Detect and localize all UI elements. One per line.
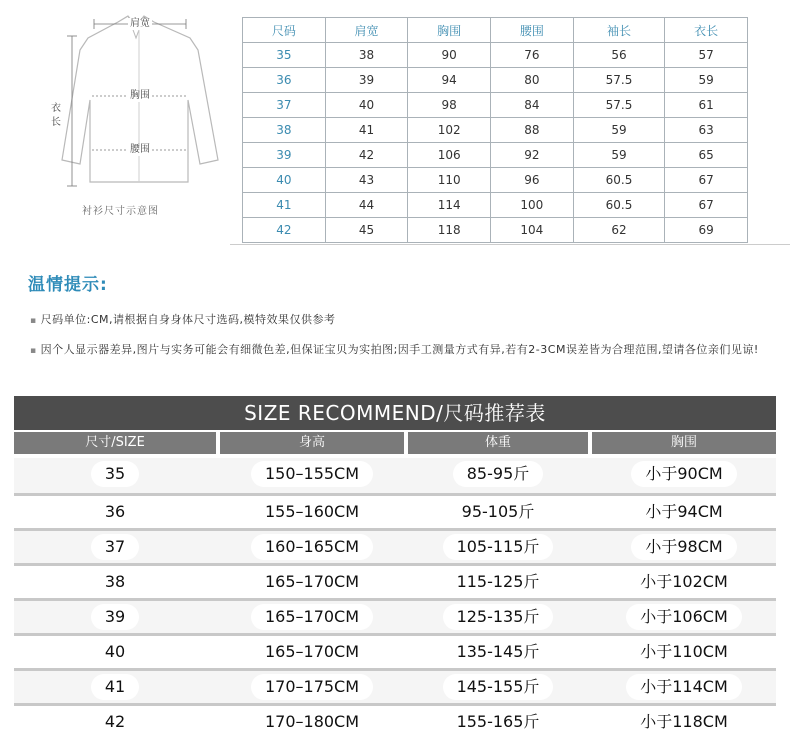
header-cell: 尺码	[243, 18, 326, 43]
table-row	[14, 563, 776, 598]
table-cell	[408, 671, 588, 703]
table-cell	[408, 566, 588, 598]
table-row	[14, 668, 776, 703]
table-cell: 106	[408, 143, 491, 168]
cell-value: 41	[91, 674, 139, 700]
table-cell: 59	[573, 143, 665, 168]
cell-value: 38	[91, 569, 139, 595]
recommend-table-body	[14, 458, 776, 738]
table-cell: 45	[325, 218, 408, 243]
table-cell: 118	[408, 218, 491, 243]
table-cell	[220, 531, 404, 563]
cell-value: 135-145斤	[443, 639, 554, 665]
table-cell	[408, 531, 588, 563]
tip-line-1	[30, 312, 335, 329]
table-cell	[592, 601, 776, 633]
divider	[230, 244, 790, 245]
table-cell	[220, 636, 404, 668]
table-cell: 88	[491, 118, 574, 143]
table-cell: 56	[573, 43, 665, 68]
table-cell: 44	[325, 193, 408, 218]
cell-value: 165–170CM	[251, 604, 373, 630]
header-cell: 胸围	[408, 18, 491, 43]
table-cell	[14, 671, 216, 703]
table-row	[243, 93, 748, 118]
table-cell: 98	[408, 93, 491, 118]
table-cell: 41	[325, 118, 408, 143]
header-cell: 袖长	[573, 18, 665, 43]
table-row	[243, 118, 748, 143]
table-cell: 80	[491, 68, 574, 93]
cell-value: 155–160CM	[251, 499, 373, 525]
cell-value: 170–180CM	[251, 709, 373, 735]
waist-label: 腰围	[130, 144, 150, 155]
table-cell	[592, 496, 776, 528]
table-cell	[14, 531, 216, 563]
recommend-header-cell: 身高	[220, 432, 404, 454]
table-cell: 42	[243, 218, 326, 243]
table-cell: 60.5	[573, 193, 665, 218]
cell-value: 145-155斤	[443, 674, 554, 700]
table-cell	[592, 458, 776, 490]
table-cell	[220, 671, 404, 703]
cell-value: 小于110CM	[626, 639, 742, 665]
table-row	[14, 493, 776, 528]
cell-value: 160–165CM	[251, 534, 373, 560]
cell-value: 小于118CM	[626, 709, 742, 735]
tip-text-2: 因个人显示器差异,图片与实务可能会有细微色差,但保证宝贝为实拍图;因手工测量方式有异,若有2-3CM误差皆为合理范围,望请各位亲们见谅!	[40, 343, 759, 356]
cell-value: 40	[91, 639, 139, 665]
tip-text-1: 尺码单位:CM,请根据自身身体尺寸选码,模特效果仅供参考	[40, 313, 336, 326]
table-cell: 57	[665, 43, 748, 68]
cell-value: 36	[91, 499, 139, 525]
table-cell	[592, 566, 776, 598]
table-cell	[220, 496, 404, 528]
table-cell: 35	[243, 43, 326, 68]
table-cell	[220, 566, 404, 598]
cell-value: 小于98CM	[631, 534, 736, 560]
table-cell: 76	[491, 43, 574, 68]
table-cell	[408, 458, 588, 490]
size-table-header	[243, 18, 748, 43]
table-cell	[592, 706, 776, 738]
table-cell: 94	[408, 68, 491, 93]
table-cell: 43	[325, 168, 408, 193]
cell-value: 170–175CM	[251, 674, 373, 700]
table-row	[243, 143, 748, 168]
recommend-header-cell: 胸围	[592, 432, 776, 454]
table-cell: 96	[491, 168, 574, 193]
table-cell: 61	[665, 93, 748, 118]
table-row	[14, 633, 776, 668]
table-cell	[408, 706, 588, 738]
table-cell	[592, 671, 776, 703]
table-cell: 39	[325, 68, 408, 93]
cell-value: 95-105斤	[448, 499, 549, 525]
table-cell: 63	[665, 118, 748, 143]
table-cell	[14, 496, 216, 528]
table-row	[14, 458, 776, 493]
table-cell: 59	[665, 68, 748, 93]
table-cell	[408, 601, 588, 633]
table-cell: 41	[243, 193, 326, 218]
shoulder-label: 肩宽	[130, 18, 150, 29]
table-cell	[220, 706, 404, 738]
table-cell	[14, 636, 216, 668]
table-row	[243, 218, 748, 243]
chest-label: 胸围	[130, 90, 150, 101]
bullet-icon: ▪	[30, 316, 37, 326]
cell-value: 105-115斤	[443, 534, 554, 560]
cell-value: 35	[91, 461, 139, 487]
table-cell: 100	[491, 193, 574, 218]
table-cell: 69	[665, 218, 748, 243]
table-row	[14, 703, 776, 738]
table-row	[243, 193, 748, 218]
table-cell: 114	[408, 193, 491, 218]
cell-value: 39	[91, 604, 139, 630]
tips-title: 温情提示:	[28, 275, 108, 295]
table-cell	[14, 601, 216, 633]
diagram-caption: 衬衫尺寸示意图	[82, 206, 159, 217]
cell-value: 小于106CM	[626, 604, 742, 630]
cell-value: 125-135斤	[443, 604, 554, 630]
table-cell: 104	[491, 218, 574, 243]
table-cell: 65	[665, 143, 748, 168]
size-chart-section	[0, 0, 790, 250]
table-cell: 62	[573, 218, 665, 243]
table-cell: 40	[243, 168, 326, 193]
recommend-title: SIZE RECOMMEND/尺码推荐表	[14, 396, 776, 430]
table-cell	[14, 458, 216, 490]
table-cell: 38	[243, 118, 326, 143]
cell-value: 37	[91, 534, 139, 560]
size-table-body	[243, 43, 748, 243]
table-row	[14, 528, 776, 563]
table-cell: 42	[325, 143, 408, 168]
table-cell	[592, 531, 776, 563]
recommend-header-cell: 体重	[408, 432, 588, 454]
size-table	[242, 17, 748, 243]
cell-value: 85-95斤	[453, 461, 544, 487]
table-cell: 37	[243, 93, 326, 118]
bullet-icon: ▪	[30, 346, 37, 356]
shirt-outline-icon	[40, 10, 240, 210]
cell-value: 小于90CM	[631, 461, 736, 487]
cell-value: 165–170CM	[251, 639, 373, 665]
table-cell: 57.5	[573, 68, 665, 93]
table-row	[243, 168, 748, 193]
recommend-header-row	[14, 432, 776, 454]
table-cell	[408, 496, 588, 528]
table-cell: 40	[325, 93, 408, 118]
cell-value: 小于102CM	[626, 569, 742, 595]
table-cell: 102	[408, 118, 491, 143]
table-cell	[592, 636, 776, 668]
table-cell: 90	[408, 43, 491, 68]
cell-value: 115-125斤	[443, 569, 554, 595]
tip-line-2	[30, 342, 760, 359]
table-cell: 84	[491, 93, 574, 118]
cell-value: 小于114CM	[626, 674, 742, 700]
cell-value: 150–155CM	[251, 461, 373, 487]
table-cell: 110	[408, 168, 491, 193]
length-label: 衣长	[48, 102, 64, 130]
table-cell	[14, 566, 216, 598]
table-cell	[220, 458, 404, 490]
cell-value: 42	[91, 709, 139, 735]
table-cell: 59	[573, 118, 665, 143]
table-cell: 67	[665, 193, 748, 218]
header-cell: 肩宽	[325, 18, 408, 43]
table-row	[14, 598, 776, 633]
header-cell: 衣长	[665, 18, 748, 43]
recommend-header-cell: 尺寸/SIZE	[14, 432, 216, 454]
shirt-diagram	[40, 10, 240, 225]
table-cell: 38	[325, 43, 408, 68]
header-cell: 腰围	[491, 18, 574, 43]
table-cell	[220, 601, 404, 633]
table-cell	[408, 636, 588, 668]
table-cell: 39	[243, 143, 326, 168]
cell-value: 165–170CM	[251, 569, 373, 595]
table-cell: 67	[665, 168, 748, 193]
cell-value: 小于94CM	[631, 499, 736, 525]
table-row	[243, 68, 748, 93]
table-row	[243, 43, 748, 68]
table-cell: 57.5	[573, 93, 665, 118]
table-cell: 36	[243, 68, 326, 93]
table-cell: 60.5	[573, 168, 665, 193]
table-cell: 92	[491, 143, 574, 168]
cell-value: 155-165斤	[443, 709, 554, 735]
table-cell	[14, 706, 216, 738]
